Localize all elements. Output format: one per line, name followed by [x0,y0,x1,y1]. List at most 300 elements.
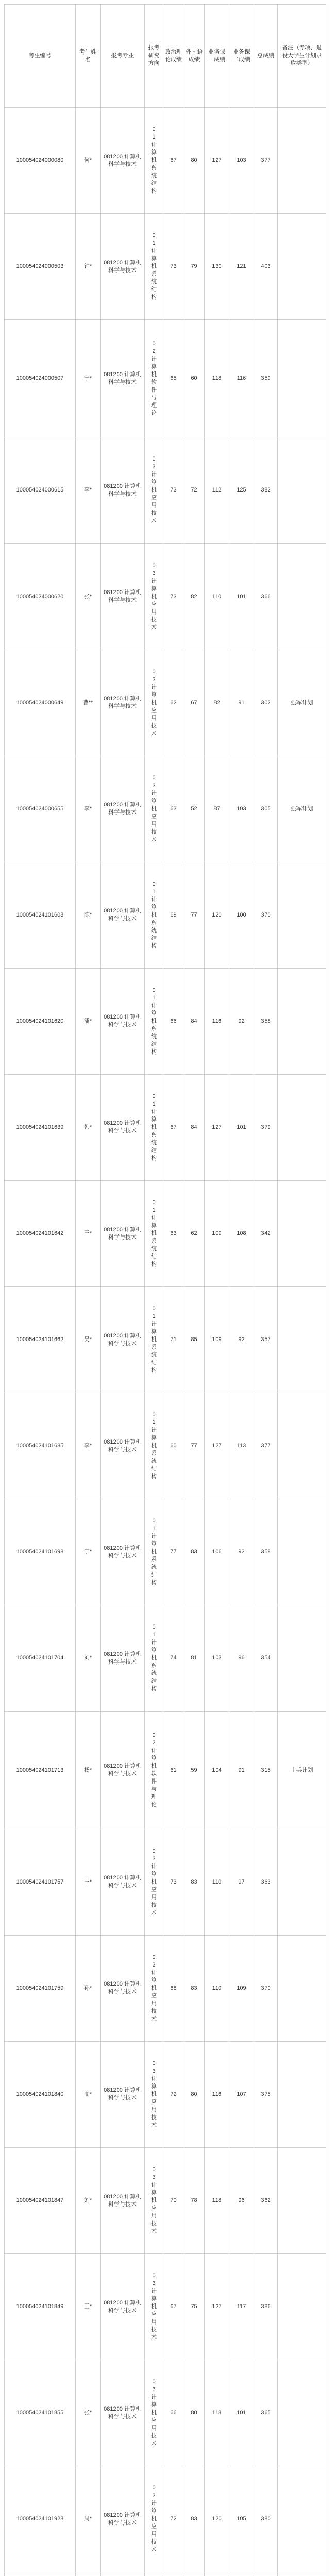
candidate-name-cell: 钟* [76,214,101,320]
course1-score-cell: 110 [205,1829,229,1935]
header-politics-score: 政治理论成绩 [163,5,184,108]
candidate-name-cell: 杨* [76,1711,101,1829]
foreign-language-score-cell: 83 [184,2466,205,2572]
candidate-id-cell: 100054024101757 [5,1829,76,1935]
major-cell: 081200 计算机科学与技术 [101,544,145,650]
politics-score-cell: 66 [163,968,184,1074]
note-cell [278,320,326,437]
candidate-name-cell: 高* [76,2041,101,2147]
major-cell: 081200 计算机科学与技术 [101,1605,145,1711]
foreign-language-score-cell: 67 [184,650,205,756]
direction-text: 02 计算机软件与理论 [151,340,157,416]
major-cell: 081200 计算机科学与技术 [101,1499,145,1605]
candidate-id-cell: 100054024101685 [5,1393,76,1499]
course2-score-cell: 117 [229,2254,254,2360]
note-cell [278,437,326,544]
major-cell: 081200 计算机科学与技术 [101,1829,145,1935]
candidate-id-cell: 100054024101713 [5,1711,76,1829]
candidate-id-cell: 100054024101639 [5,1074,76,1180]
candidate-name-cell: 何* [76,108,101,214]
header-course1-score: 业务课一成绩 [205,5,229,108]
politics-score-cell: 60 [163,1393,184,1499]
foreign-language-score-cell: 81 [184,1605,205,1711]
direction-cell [145,2041,163,2147]
table-row [5,320,326,437]
major-cell [101,2572,145,2576]
direction-cell [145,1074,163,1180]
candidate-name-cell: 刘* [76,1605,101,1711]
direction-cell [145,1829,163,1935]
course1-score-cell: 87 [205,756,229,862]
major-cell: 081200 计算机科学与技术 [101,1711,145,1829]
header-direction: 报考研究方向 [145,5,163,108]
note-cell [278,214,326,320]
candidate-id-cell: 100054024000507 [5,320,76,437]
foreign-language-score-cell: 83 [184,1499,205,1605]
politics-score-cell: 65 [163,320,184,437]
direction-text: 03 计算机应用技术 [151,456,157,524]
score-sheet [4,4,326,2576]
candidate-id-cell: 100054024000620 [5,544,76,650]
course1-score-cell: 127 [205,2254,229,2360]
total-score-cell: 377 [254,1393,278,1499]
header-candidate-name: 考生姓名 [76,5,101,108]
direction-text: 03 计算机应用技术 [151,1954,157,2022]
course1-score-cell: 118 [205,2360,229,2466]
total-score-cell: 380 [254,2466,278,2572]
direction-text: 03 计算机应用技术 [151,2166,157,2235]
candidate-name-cell: 宁* [76,320,101,437]
note-cell [278,2572,326,2576]
candidate-id-cell: 100054024000655 [5,756,76,862]
total-score-cell: 358 [254,1499,278,1605]
table-row [5,2466,326,2572]
course1-score-cell: 109 [205,1181,229,1287]
major-cell: 081200 计算机科学与技术 [101,650,145,756]
direction-text: 03 计算机应用技术 [151,1848,157,1916]
table-row [5,1393,326,1499]
course1-score-cell: 109 [205,1287,229,1393]
direction-text: 01 计算机系统结构 [151,1199,157,1268]
candidate-id-cell: 100054024101840 [5,2041,76,2147]
candidate-id-cell: 100054024101620 [5,968,76,1074]
major-cell: 081200 计算机科学与技术 [101,320,145,437]
politics-score-cell: 67 [163,1074,184,1180]
candidate-id-cell: 100054024101662 [5,1287,76,1393]
table-row [5,2147,326,2253]
candidate-name-cell: 曹** [76,650,101,756]
politics-score-cell: 72 [163,2466,184,2572]
foreign-language-score-cell: 52 [184,756,205,862]
course1-score-cell: 118 [205,2147,229,2253]
foreign-language-score-cell: 62 [184,1181,205,1287]
direction-cell [145,862,163,968]
major-cell: 081200 计算机科学与技术 [101,2466,145,2572]
table-row [5,1829,326,1935]
course2-score-cell: 121 [229,214,254,320]
note-cell [278,1074,326,1180]
foreign-language-score-cell: 79 [184,214,205,320]
course2-score-cell: 107 [229,2041,254,2147]
course2-score-cell: 96 [229,2147,254,2253]
admission-score-table [4,4,326,2576]
course2-score-cell: 97 [229,1829,254,1935]
course2-score-cell: 125 [229,437,254,544]
total-score-cell [254,2572,278,2576]
course2-score-cell: 116 [229,320,254,437]
major-cell: 081200 计算机科学与技术 [101,1393,145,1499]
total-score-cell: 366 [254,544,278,650]
note-cell [278,1499,326,1605]
foreign-language-score-cell: 77 [184,1393,205,1499]
direction-text: 03 计算机应用技术 [151,562,157,631]
note-cell [278,968,326,1074]
politics-score-cell: 69 [163,862,184,968]
foreign-language-score-cell: 80 [184,2360,205,2466]
direction-text: 01 计算机系统结构 [151,880,157,949]
major-cell: 081200 计算机科学与技术 [101,1181,145,1287]
total-score-cell: 315 [254,1711,278,1829]
foreign-language-score-cell: 83 [184,1935,205,2041]
direction-cell [145,2254,163,2360]
major-cell: 081200 计算机科学与技术 [101,437,145,544]
major-cell: 081200 计算机科学与技术 [101,1287,145,1393]
candidate-name-cell: 刘* [76,2147,101,2253]
table-row [5,2360,326,2466]
politics-score-cell: 71 [163,1287,184,1393]
table-row [5,2572,326,2576]
direction-cell [145,1393,163,1499]
candidate-id-cell: 100054024000503 [5,214,76,320]
course1-score-cell: 104 [205,1711,229,1829]
major-cell: 081200 计算机科学与技术 [101,1935,145,2041]
candidate-id-cell: 100054024000615 [5,437,76,544]
table-row [5,1935,326,2041]
table-row [5,544,326,650]
direction-cell [145,968,163,1074]
note-cell [278,1605,326,1711]
course2-score-cell [229,2572,254,2576]
total-score-cell: 359 [254,320,278,437]
direction-cell [145,1181,163,1287]
course2-score-cell: 109 [229,1935,254,2041]
total-score-cell: 382 [254,437,278,544]
note-cell [278,1393,326,1499]
note-cell [278,2466,326,2572]
note-cell: 强军计划 [278,650,326,756]
direction-text: 01 计算机系统结构 [151,987,157,1055]
candidate-id-cell: 100054024000080 [5,108,76,214]
course2-score-cell: 100 [229,862,254,968]
note-cell [278,1829,326,1935]
total-score-cell: 362 [254,2147,278,2253]
course1-score-cell: 106 [205,1499,229,1605]
candidate-id-cell [5,2572,76,2576]
course1-score-cell [205,2572,229,2576]
foreign-language-score-cell: 72 [184,437,205,544]
direction-text: 01 计算机系统结构 [151,1624,157,1692]
table-row [5,650,326,756]
foreign-language-score-cell: 77 [184,862,205,968]
direction-cell [145,2147,163,2253]
direction-text: 03 计算机应用技术 [151,2060,157,2128]
major-cell: 081200 计算机科学与技术 [101,2360,145,2466]
direction-text: 01 计算机系统结构 [151,232,157,301]
direction-cell [145,2360,163,2466]
header-total-score: 总成绩 [254,5,278,108]
politics-score-cell: 73 [163,437,184,544]
foreign-language-score-cell: 80 [184,2041,205,2147]
candidate-name-cell: 王* [76,1181,101,1287]
major-cell: 081200 计算机科学与技术 [101,968,145,1074]
total-score-cell: 358 [254,968,278,1074]
candidate-name-cell: 李* [76,437,101,544]
note-cell [278,544,326,650]
course2-score-cell: 101 [229,544,254,650]
foreign-language-score-cell: 75 [184,2254,205,2360]
politics-score-cell: 72 [163,2041,184,2147]
politics-score-cell: 63 [163,1181,184,1287]
direction-text: 01 计算机系统结构 [151,1412,157,1480]
header-candidate-id: 考生编号 [5,5,76,108]
major-cell: 081200 计算机科学与技术 [101,214,145,320]
candidate-id-cell: 100054024101608 [5,862,76,968]
course1-score-cell: 130 [205,214,229,320]
course1-score-cell: 118 [205,320,229,437]
direction-text: 01 计算机系统结构 [151,1093,157,1161]
table-body [5,108,326,2576]
foreign-language-score-cell: 84 [184,968,205,1074]
total-score-cell: 375 [254,2041,278,2147]
direction-cell [145,756,163,862]
candidate-name-cell: 孙* [76,1935,101,2041]
politics-score-cell: 62 [163,650,184,756]
candidate-name-cell [76,2572,101,2576]
header-note: 备注（专项、退役大学生计划录取类型） [278,5,326,108]
course2-score-cell: 96 [229,1605,254,1711]
table-row [5,756,326,862]
direction-cell [145,320,163,437]
foreign-language-score-cell [184,2572,205,2576]
table-row [5,862,326,968]
direction-cell [145,1711,163,1829]
table-row [5,1074,326,1180]
total-score-cell: 370 [254,1935,278,2041]
politics-score-cell: 63 [163,756,184,862]
direction-cell [145,1935,163,2041]
table-row [5,1499,326,1605]
major-cell: 081200 计算机科学与技术 [101,2147,145,2253]
candidate-id-cell: 100054024000649 [5,650,76,756]
course2-score-cell: 101 [229,2360,254,2466]
foreign-language-score-cell: 85 [184,1287,205,1393]
major-cell: 081200 计算机科学与技术 [101,862,145,968]
candidate-name-cell: 张* [76,2360,101,2466]
note-cell [278,2254,326,2360]
table-row [5,1287,326,1393]
politics-score-cell: 73 [163,214,184,320]
candidate-name-cell: 潘* [76,968,101,1074]
course1-score-cell: 120 [205,2466,229,2572]
note-cell [278,1181,326,1287]
politics-score-cell: 70 [163,2147,184,2253]
direction-cell [145,2466,163,2572]
course2-score-cell: 91 [229,1711,254,1829]
direction-text: 01 计算机系统结构 [151,1518,157,1586]
header-course2-score: 业务课二成绩 [229,5,254,108]
candidate-name-cell: 韩* [76,1074,101,1180]
course2-score-cell: 92 [229,1287,254,1393]
note-cell [278,108,326,214]
total-score-cell: 357 [254,1287,278,1393]
total-score-cell: 354 [254,1605,278,1711]
candidate-id-cell: 100054024101855 [5,2360,76,2466]
course1-score-cell: 120 [205,862,229,968]
course2-score-cell: 113 [229,1393,254,1499]
foreign-language-score-cell: 82 [184,544,205,650]
direction-cell [145,437,163,544]
direction-cell [145,2572,163,2576]
candidate-id-cell: 100054024101642 [5,1181,76,1287]
note-cell [278,1935,326,2041]
candidate-name-cell: 周* [76,2466,101,2572]
foreign-language-score-cell: 78 [184,2147,205,2253]
foreign-language-score-cell: 84 [184,1074,205,1180]
candidate-name-cell: 王* [76,1829,101,1935]
candidate-id-cell: 100054024101698 [5,1499,76,1605]
direction-text: 03 计算机应用技术 [151,2485,157,2553]
total-score-cell: 363 [254,1829,278,1935]
major-cell: 081200 计算机科学与技术 [101,108,145,214]
candidate-name-cell: 王* [76,2254,101,2360]
candidate-name-cell: 吴* [76,1287,101,1393]
direction-cell [145,214,163,320]
total-score-cell: 342 [254,1181,278,1287]
foreign-language-score-cell: 60 [184,320,205,437]
course2-score-cell: 103 [229,108,254,214]
candidate-name-cell: 宁* [76,1499,101,1605]
note-cell [278,2041,326,2147]
course2-score-cell: 108 [229,1181,254,1287]
table-row [5,2254,326,2360]
table-row [5,2041,326,2147]
politics-score-cell: 74 [163,1605,184,1711]
table-row [5,108,326,214]
note-cell [278,2360,326,2466]
course1-score-cell: 112 [205,437,229,544]
course1-score-cell: 110 [205,544,229,650]
total-score-cell: 370 [254,862,278,968]
direction-cell [145,544,163,650]
course1-score-cell: 127 [205,108,229,214]
header-major: 报考专业 [101,5,145,108]
course1-score-cell: 116 [205,2041,229,2147]
candidate-name-cell: 李* [76,756,101,862]
politics-score-cell: 68 [163,1935,184,2041]
note-cell: 强军计划 [278,756,326,862]
candidate-name-cell: 李* [76,1393,101,1499]
course1-score-cell: 110 [205,1935,229,2041]
politics-score-cell: 67 [163,2254,184,2360]
candidate-id-cell: 100054024101847 [5,2147,76,2253]
direction-text: 02 计算机软件与理论 [151,1732,157,1808]
direction-text: 01 计算机系统结构 [151,126,157,195]
direction-text: 01 计算机系统结构 [151,1306,157,1374]
candidate-id-cell: 100054024101759 [5,1935,76,2041]
course1-score-cell: 127 [205,1074,229,1180]
course2-score-cell: 101 [229,1074,254,1180]
course2-score-cell: 92 [229,1499,254,1605]
table-row [5,1711,326,1829]
table-row [5,214,326,320]
politics-score-cell: 73 [163,1829,184,1935]
direction-text: 03 计算机应用技术 [151,2379,157,2447]
total-score-cell: 377 [254,108,278,214]
note-cell [278,862,326,968]
course1-score-cell: 103 [205,1605,229,1711]
politics-score-cell: 67 [163,108,184,214]
total-score-cell: 403 [254,214,278,320]
note-cell [278,1287,326,1393]
direction-text: 03 计算机应用技术 [151,2273,157,2341]
course2-score-cell: 103 [229,756,254,862]
note-cell [278,2147,326,2253]
major-cell: 081200 计算机科学与技术 [101,756,145,862]
table-row [5,1605,326,1711]
politics-score-cell: 66 [163,2360,184,2466]
course2-score-cell: 92 [229,968,254,1074]
candidate-name-cell: 张* [76,544,101,650]
total-score-cell: 365 [254,2360,278,2466]
table-row [5,1181,326,1287]
note-cell: 士兵计划 [278,1711,326,1829]
politics-score-cell: 77 [163,1499,184,1605]
foreign-language-score-cell: 59 [184,1711,205,1829]
direction-cell [145,1605,163,1711]
candidate-id-cell: 100054024101849 [5,2254,76,2360]
direction-text: 03 计算机应用技术 [151,774,157,843]
major-cell: 081200 计算机科学与技术 [101,2041,145,2147]
table-row [5,437,326,544]
course1-score-cell: 127 [205,1393,229,1499]
direction-cell [145,1287,163,1393]
total-score-cell: 305 [254,756,278,862]
direction-cell [145,1499,163,1605]
total-score-cell: 302 [254,650,278,756]
table-header-row [5,5,326,108]
course2-score-cell: 105 [229,2466,254,2572]
major-cell: 081200 计算机科学与技术 [101,2254,145,2360]
politics-score-cell [163,2572,184,2576]
direction-cell [145,108,163,214]
candidate-id-cell: 100054024101704 [5,1605,76,1711]
foreign-language-score-cell: 83 [184,1829,205,1935]
course2-score-cell: 91 [229,650,254,756]
candidate-name-cell: 陈* [76,862,101,968]
foreign-language-score-cell: 80 [184,108,205,214]
table-row [5,968,326,1074]
direction-text: 03 计算机应用技术 [151,668,157,737]
candidate-id-cell: 100054024101928 [5,2466,76,2572]
total-score-cell: 386 [254,2254,278,2360]
major-cell: 081200 计算机科学与技术 [101,1074,145,1180]
course1-score-cell: 116 [205,968,229,1074]
course1-score-cell: 82 [205,650,229,756]
total-score-cell: 379 [254,1074,278,1180]
direction-cell [145,650,163,756]
politics-score-cell: 73 [163,544,184,650]
politics-score-cell: 61 [163,1711,184,1829]
